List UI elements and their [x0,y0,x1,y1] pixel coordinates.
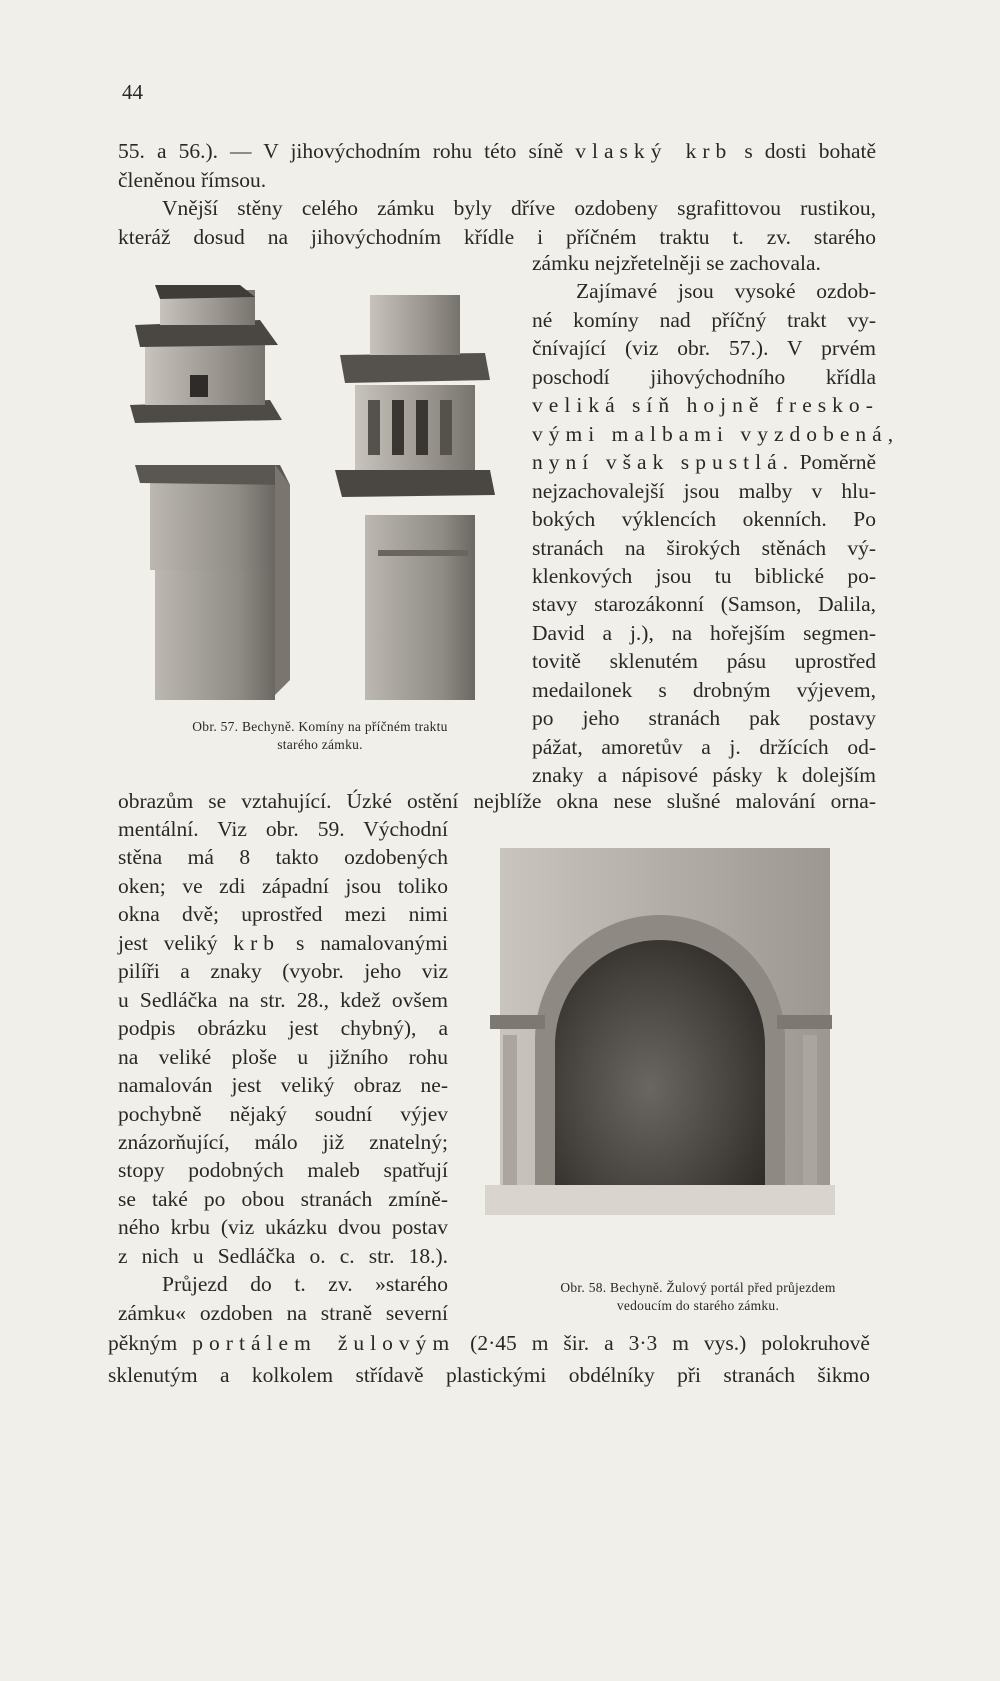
text-run: zámku nejzřetelněji se zachovala. [532,251,821,275]
left-column-line [118,1186,448,1212]
text-run: bokých výklencích okenních. Po [532,507,876,532]
right-column-line [532,478,876,504]
text-run: okna dvě; uprostřed mezi nimi [118,902,448,927]
text-run: tovitě sklenutém pásu uprostřed [532,649,876,674]
text-run: namalován jest veliký obraz ne- [118,1073,448,1098]
text-run: s dosti bohatě [732,139,877,163]
text-run: David a j.), na hořejším segmen- [532,620,876,645]
text-run: čnívající (viz obr. 57.). V prvém [532,336,876,361]
text-run: oken; ve zdi západní jsou toliko [118,873,448,898]
text-run: pilíři a znaky (vyobr. jeho viz [118,959,448,984]
right-column-line [532,449,876,475]
text-run: členěnou římsou. [118,167,267,192]
left-column-line [162,1271,448,1297]
left-column-line [118,930,448,956]
portal-opening [555,940,765,1210]
spaced-emphasis: veliká síň hojně fresko- [532,393,879,418]
spaced-emphasis: krb [233,930,281,955]
portal-threshold [485,1185,835,1215]
left-column-line [118,1101,448,1127]
right-column-line [576,278,876,304]
left-column-line [118,958,448,984]
right-column-line [532,762,876,788]
spaced-emphasis: portálem žulovým [192,1331,456,1355]
left-column-line [118,1129,448,1155]
left-column-line [118,1243,448,1269]
text-run: Zajímavé jsou vysoké ozdob- [576,279,876,304]
text-run: mentální. Viz obr. 59. Východní [118,817,448,841]
left-column-line [118,1157,448,1183]
bottom-lines-line [108,1362,870,1388]
right-column-line [532,648,876,674]
left-column-line [118,901,448,927]
text-run: klenkových jsou tu biblické po- [532,563,876,588]
right-column-line [532,620,876,646]
figure-57-caption-line2: starého zámku. [277,737,363,752]
text-run: jest veliký [118,930,234,955]
text-run: stěna má 8 takto ozdobených [118,845,448,870]
top-lines-line [118,224,876,250]
page-number: 44 [122,80,143,104]
spaced-emphasis: nyní však spustlá. [532,450,795,475]
left-column-line [118,1214,448,1240]
text-run: po jeho stranách pak postavy [532,706,876,731]
text-run: medailonek s drobným výjevem, [532,677,876,702]
top-lines-line [162,195,876,221]
figure-58-caption-line1: Obr. 58. Bechyně. Žulový portál před průjezdem [560,1280,836,1295]
right-column-line [532,591,876,617]
right-column-line [532,364,876,390]
left-column-line [118,1300,448,1326]
right-column-line [532,506,876,532]
left-column-line [118,1015,448,1041]
right-column-line [532,705,876,731]
mid-lines-line [118,788,876,814]
right-column-line [532,677,876,703]
left-column-line [118,844,448,870]
text-run: Poměrně [794,450,876,475]
text-run: (2·45 m šir. a 3·3 m vys.) polokruhově [455,1331,870,1355]
right-chimney [335,295,495,700]
text-run: ného krbu (viz ukázku dvou postav [118,1215,448,1240]
right-column-line [532,734,876,760]
text-run: pochybně nějaký soudní výjev [118,1101,448,1126]
spaced-emphasis: vými malbami vyzdobená, [532,421,900,446]
text-run: pážat, amoretův a j. držících od- [532,734,876,759]
left-column-line [118,1044,448,1070]
figure-57-caption [150,718,490,754]
right-column-line [532,421,900,447]
text-run: nejzachovalejší jsou malby v hlu- [532,478,876,503]
text-run: 55. a 56.). — V jihovýchodním rohu této síně [118,139,576,163]
spaced-emphasis: vlaský krb [575,139,733,163]
text-run: podpis obrázku jest chybný), a [118,1016,448,1041]
bottom-lines-line [108,1330,870,1356]
text-run: na veliké ploše u jižního rohu [118,1044,448,1069]
top-lines-line [118,167,876,193]
text-run: kteráž dosud na jihovýchodním křídle i příčném traktu t. zv. starého [118,224,876,249]
right-column-line [532,563,876,589]
right-column-line [532,250,876,276]
portal-right-capital [777,1015,832,1029]
left-column-line [118,987,448,1013]
chimneys-illustration [130,285,500,705]
text-run: Vnější stěny celého zámku byly dříve ozdobeny sgrafittovou rustikou, [162,196,876,221]
left-column-line [118,873,448,899]
portal-illustration [485,840,835,1218]
text-run: pěkným [108,1331,193,1355]
right-column-line [532,307,876,333]
left-column-line [118,816,448,842]
text-run: stopy podobných maleb spatřují [118,1158,448,1183]
text-run: stranách na širokých stěnách vý- [532,535,876,560]
text-run: znaky a nápisové pásky k dolejším [532,763,876,788]
text-run: zámku« ozdoben na straně severní [118,1300,448,1325]
top-lines-line [118,138,876,164]
text-run: né komíny nad příčný trakt vy- [532,307,876,332]
text-run: u Sedláčka na str. 28., kdež ovšem [118,987,448,1012]
text-run: obrazům se vztahující. Úzké ostění nejblíže okna nese slušné malování orna- [118,789,876,813]
text-run: poschodí jihovýchodního křídla [532,364,876,389]
right-column-line [532,335,876,361]
right-column-line [532,535,876,561]
text-run: znázorňující, málo již znatelný; [118,1129,448,1154]
text-run: sklenutým a kolkolem střídavě plastickými obdélníky při stranách šikmo [108,1363,870,1387]
text-run: s namalovanými [280,930,448,955]
figure-57-caption-line1: Obr. 57. Bechyně. Komíny na příčném traktu [192,719,448,734]
figure-58-caption [488,1279,908,1315]
text-run: se také po obou stranách zmíně- [118,1186,448,1211]
text-run: Průjezd do t. zv. »starého [162,1272,448,1297]
text-run: z nich u Sedláčka o. c. str. 18.). [118,1243,448,1268]
left-chimney [130,285,290,700]
text-run: stavy starozákonní (Samson, Dalila, [532,592,876,617]
right-column-line [532,392,879,418]
figure-58-caption-line2: vedoucím do starého zámku. [616,1298,780,1313]
portal-left-capital [490,1015,545,1029]
left-column-line [118,1072,448,1098]
